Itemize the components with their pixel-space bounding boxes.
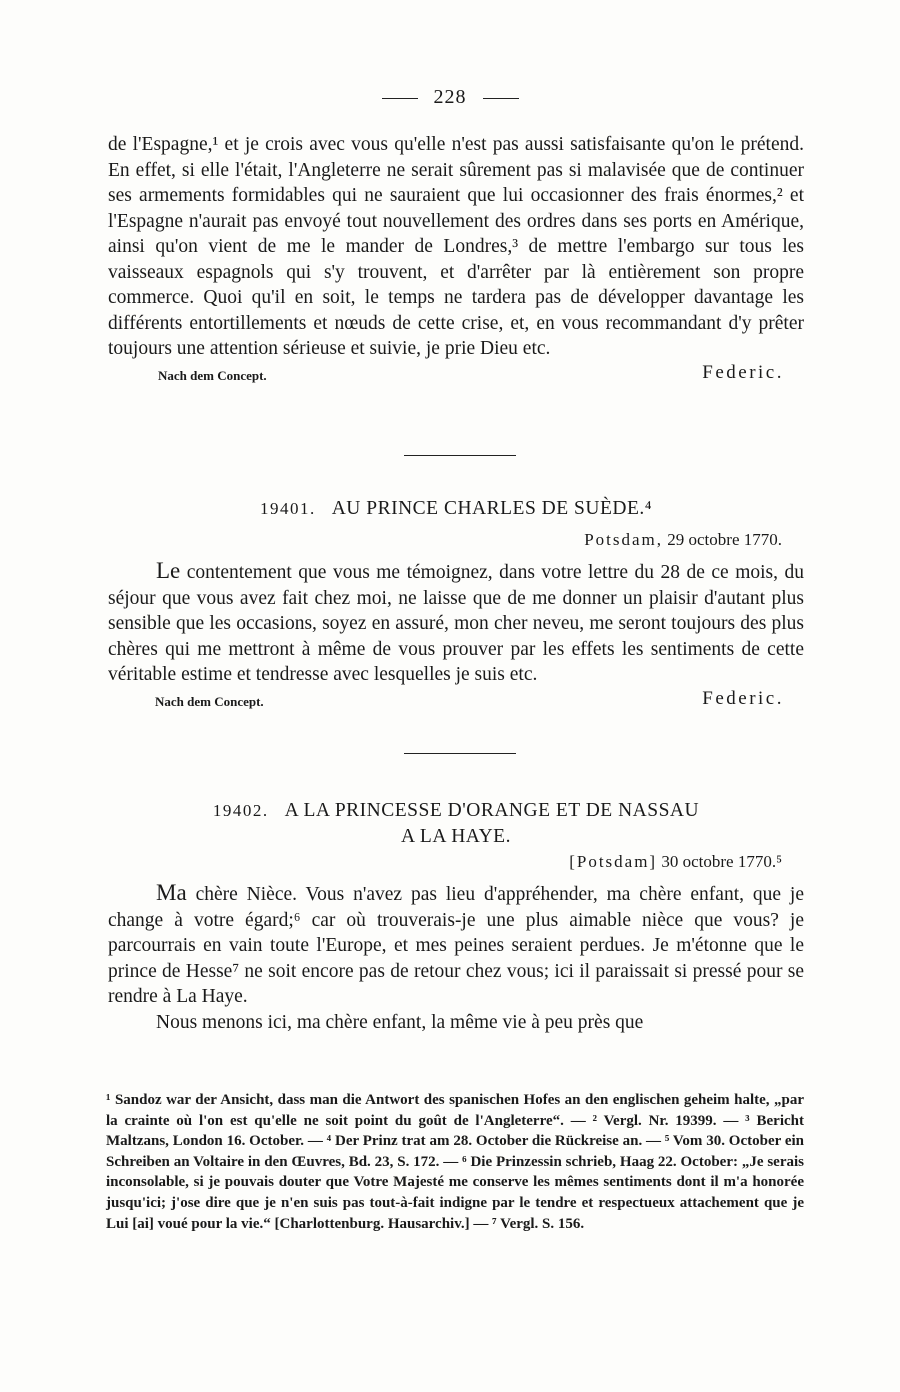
signature: Federic. <box>702 687 784 709</box>
letter-19401-footer <box>108 688 804 714</box>
letter-19401 <box>108 558 804 714</box>
signature: Federic. <box>702 361 784 383</box>
letter-19402-dateline <box>569 852 782 872</box>
page-number: 228 <box>433 86 467 108</box>
section-divider <box>404 753 516 754</box>
letter-number: 19402. <box>212 801 269 820</box>
source-note: Nach dem Concept. <box>158 367 267 383</box>
section-divider <box>404 455 516 456</box>
header-dash-right <box>483 98 519 99</box>
letter-19402-title <box>108 800 804 822</box>
first-word: Le <box>156 558 181 583</box>
letter-place: [Potsdam] <box>569 852 658 871</box>
letter-prev <box>108 132 804 388</box>
source-note: Nach dem Concept. <box>155 693 264 709</box>
body-text: chère Nièce. Vous n'avez pas lieu d'appréhender, ma chère enfant, que je change à votre égard;⁶ car où trouverais-je une plus aimable nièce que vous? je parcourrais en vain toute l'Europe, et mes peines seraient perdues. Je m'étonne que le prince de Hesse⁷ ne soit encore pas de retour chez vous; ici il paraissait si pressé pour se rendre à La Haye. <box>108 884 804 1007</box>
footnotes: ¹ Sandoz war der Ansicht, dass man die Antwort des spanischen Hofes an den englischen geheim halte, „par la crainte où l'on est qu'elle ne soit point du goût de l'Angleterre“. — ² Vergl. Nr. 19399. — ³ Bericht Maltzans, London 16. October. — ⁴ Der Prinz trat am 28. October die Rückreise an. — ⁵ Vom 30. October ein Schreiben an Voltaire in den Œuvres, Bd. 23, S. 172. — ⁶ Die Prinzessin schrieb, Haag 22. October: „Je serais inconsolable, si je pouvais douter que Votre Majesté me conserve les mêmes sentiments dont il m'a honorée jusqu'ici; j'ose dire que je n'en suis pas tout-à-fait indigne par le tendre et respectueux attachement que je Lui [ai] voué pour la vie.“ [Charlottenburg. Hausarchiv.] — ⁷ Vergl. S. 156. <box>106 1092 804 1232</box>
letter-19401-dateline <box>584 530 782 550</box>
letter-19402-body-1 <box>108 880 804 1010</box>
letter-19401-title <box>108 498 804 520</box>
page-header <box>0 86 900 109</box>
letter-19402-title-line2 <box>108 826 804 848</box>
letter-addressee-line2: A LA HAYE. <box>401 826 511 847</box>
letter-place: Potsdam, <box>584 530 664 549</box>
letter-prev-body: de l'Espagne,¹ et je crois avec vous qu'elle n'est pas aussi satisfaisante qu'on le prétend. En effet, si elle l'était, l'Angleterre ne serait sûrement pas si malavisée que de continuer ses armements formidables qui ne sauraient que lui occasionner des frais énormes,² et l'Espagne n'aurait pas envoyé tout nouvellement des ordres dans ses ports en Amérique, ainsi qu'on vient de me le mander de Londres,³ de mettre l'embargo sur tous les vaisseaux espagnols qui s'y trouvent, et d'arrêter par là entièrement son propre commerce. Quoi qu'il en soit, le temps ne tardera pas de développer davantage les différents entortillements et nœuds de cette crise, et, en vous recommandant d'y prêter toujours une attention sérieuse et suivie, je prie Dieu etc. <box>108 134 804 359</box>
letter-prev-footer <box>108 362 804 388</box>
letter-number: 19401. <box>259 499 316 518</box>
letter-date: 29 octobre 1770. <box>667 530 782 549</box>
header-dash-left <box>382 98 418 99</box>
letter-19402-body-2: Nous menons ici, ma chère enfant, la même vie à peu près que <box>156 1011 644 1033</box>
letter-19402 <box>108 880 804 1035</box>
letter-addressee: A LA PRINCESSE D'ORANGE ET DE NASSAU <box>284 800 700 821</box>
letter-addressee: AU PRINCE CHARLES DE SUÈDE.⁴ <box>331 498 653 519</box>
body-text: contentement que vous me témoignez, dans votre lettre du 28 de ce mois, du séjour que vous avez fait chez moi, ne laisse que de me donner un plaisir d'autant plus sensible que les occasions, soyez en assuré, mon cher neveu, me seront toujours des plus chères qui me mettront à même de vous prouver par les effets les sentiments de cette véritable estime et tendresse avec lesquelles je suis etc. <box>108 562 804 685</box>
first-word: Ma <box>156 880 187 905</box>
letter-date: 30 octobre 1770.⁵ <box>661 852 782 871</box>
letter-19401-body <box>108 558 804 688</box>
